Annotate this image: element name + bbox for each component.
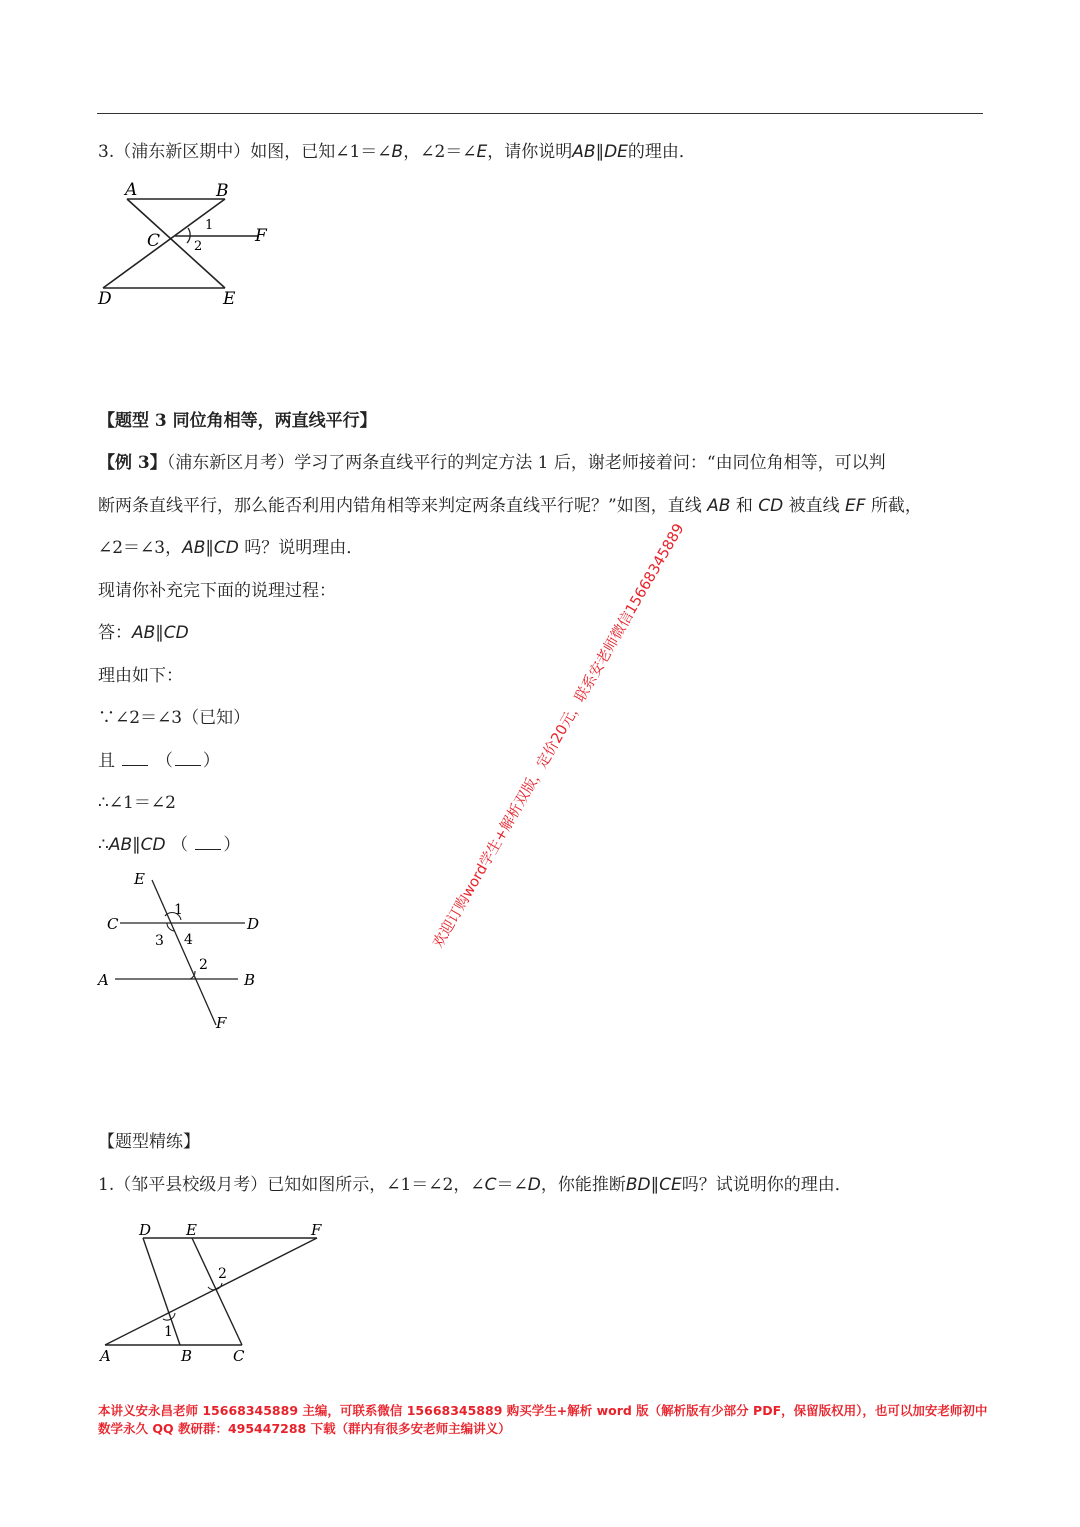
label-A: A (125, 180, 138, 200)
label-E: E (186, 1221, 197, 1239)
answer-blank[interactable] (175, 751, 201, 766)
label-F: F (255, 226, 267, 246)
angle-label-2: 2 (199, 957, 208, 973)
answer-blank[interactable] (122, 751, 148, 766)
proof-step-3: ∴∠1＝∠2 (98, 793, 176, 813)
angle-label-1: 1 (164, 1324, 173, 1340)
footer-notice: 本讲义安永昌老师 15668345889 主编，可联系微信 15668345889 购买学生+解析 word 版（解析版有少部分 PDF，保留版权用），也可以加安老师初中数学永久 QQ 教研群：495447288 下载（群内有很多安老师主编讲义） (98, 1403, 988, 1436)
proof-step-2: 且 （ ） (98, 751, 220, 771)
label-E: E (134, 870, 145, 888)
label-F: F (216, 1014, 227, 1032)
figure-example-3 (95, 868, 275, 1033)
section-title-type3: 【题型 3 同位角相等，两直线平行】 (98, 411, 377, 431)
example-3-line-2: 断两条直线平行，那么能否利用内错角相等来判定两条直线平行呢？”如图，直线 AB 和 CD 被直线 EF 所截， (98, 496, 922, 516)
question-number: 3. (98, 142, 115, 162)
practice-question-1: 1.（邹平县校级月考）已知如图所示，∠1＝∠2，∠C＝∠D，你能推断BD∥CE吗？试说明你的理由． (98, 1175, 852, 1195)
label-F: F (311, 1221, 322, 1239)
example-3-line-1: 【例 3】（浦东新区月考）学习了两条直线平行的判定方法 1 后，谢老师接着问：“由同位角相等，可以判 (98, 453, 886, 473)
label-D: D (98, 289, 112, 309)
angle-label-1: 1 (174, 902, 183, 918)
example-3-reason-intro: 理由如下： (98, 666, 183, 686)
label-B: B (181, 1347, 193, 1365)
question-3: 3.（浦东新区期中）如图，已知∠1＝∠B，∠2＝∠E，请你说明AB∥DE的理由． (98, 142, 696, 162)
figure-practice-1 (95, 1215, 335, 1370)
label-D: D (247, 915, 260, 933)
answer-blank[interactable] (195, 835, 221, 850)
label-C: C (147, 231, 161, 251)
label-E: E (223, 289, 236, 309)
angle-label-2: 2 (218, 1266, 227, 1282)
label-D: D (139, 1221, 152, 1239)
proof-step-1: ∵∠2＝∠3（已知） (98, 708, 251, 728)
angle-label-3: 3 (155, 933, 164, 949)
angle-label-4: 4 (184, 932, 193, 948)
label-A: A (98, 971, 109, 989)
label-C: C (107, 915, 119, 933)
figure-q3 (95, 178, 285, 313)
proof-step-4: ∴AB∥CD （ ） (98, 835, 241, 855)
label-A: A (100, 1347, 111, 1365)
label-B: B (216, 181, 229, 201)
angle-label-2: 2 (194, 239, 203, 254)
example-3-prompt: 现请你补充完下面的说理过程： (98, 581, 336, 601)
header-rule (97, 113, 983, 114)
watermark: 欢迎订购word学生+解析双版，定价20元，联系安老师微信15668345889 (430, 521, 688, 951)
example-3-answer: 答：AB∥CD (98, 623, 189, 643)
label-C: C (233, 1347, 245, 1365)
section-title-practice: 【题型精练】 (98, 1132, 200, 1152)
label-B: B (244, 971, 256, 989)
example-3-line-3: ∠2＝∠3，AB∥CD 吗？说明理由． (98, 538, 364, 558)
angle-label-1: 1 (205, 218, 214, 233)
question-source: （浦东新区期中） (114, 142, 251, 162)
